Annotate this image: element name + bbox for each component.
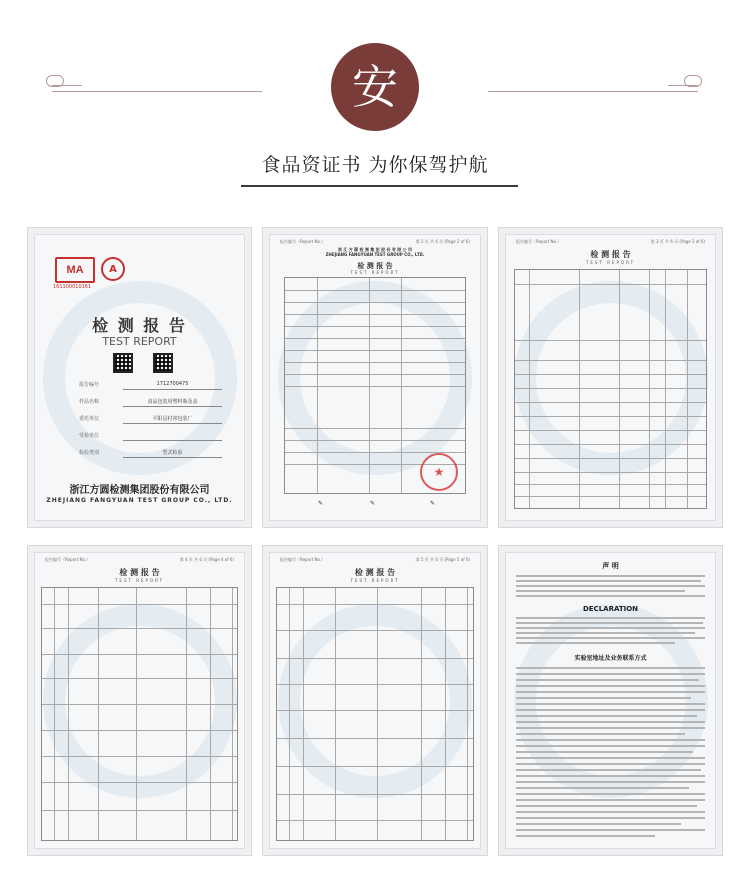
signature: ✎ [430, 500, 436, 507]
page-runner: 报告编号（Report No.） 第 4 页 共 6 页 (Page 4 of 6) [45, 557, 234, 562]
report-page-3-card [498, 227, 723, 528]
official-seal: ★ [420, 453, 458, 491]
cma-number: 161100010161 [53, 284, 92, 290]
field-test-type: 检验类别 型式检验 [79, 449, 222, 459]
cnas-logo: A [101, 257, 125, 281]
report-page-3 [505, 234, 716, 521]
field-inspected-unit: 受检单位 [79, 432, 222, 442]
qr-code-icon [113, 353, 133, 373]
results-table [514, 269, 707, 509]
page-title-cn: 检 测 报 告 [357, 262, 393, 270]
page-runner: 报告编号（Report No.） 第 3 页 共 6 页 (Page 3 of 6) [516, 239, 705, 244]
contact-title: 实验室地址及业务联系方式 [574, 655, 647, 662]
signature: ✎ [370, 500, 376, 507]
declaration-page [505, 552, 716, 849]
page-title-en: TEST REPORT [350, 578, 400, 583]
report-page-4-card [27, 545, 252, 856]
page-title-en: TEST REPORT [585, 260, 636, 265]
results-table [276, 587, 474, 841]
report-cover-page [34, 234, 245, 521]
report-page-5 [269, 552, 481, 849]
qr-code-icon [153, 353, 173, 373]
page-runner: 报告编号（Report No.） 第 5 页 共 6 页 (Page 5 of 6) [280, 557, 470, 562]
field-sample-name: 样品名称 食品包装用塑料瓶及盖 [79, 398, 222, 408]
field-client: 委托单位 平阳县村祁包装厂 [79, 415, 222, 425]
declaration-title-cn: 声 明 [602, 562, 619, 570]
declaration-title-en: DECLARATION [582, 605, 639, 613]
declaration-card [498, 545, 723, 856]
field-report-no: 报告编号 1712700475 [79, 381, 222, 391]
report-page-4 [34, 552, 245, 849]
page-title-cn: 检 测 报 告 [590, 250, 631, 259]
cover-title-cn: 检 测 报 告 [92, 316, 187, 335]
cma-logo: MA [55, 257, 95, 283]
report-page-2 [269, 234, 481, 521]
signature: ✎ [318, 500, 324, 507]
page-title-en: TEST REPORT [350, 270, 400, 275]
page-title-cn: 检 测 报 告 [354, 568, 396, 577]
badge-character: 安 [352, 60, 398, 114]
results-table [41, 587, 238, 841]
report-page-5-card [262, 545, 488, 856]
title-underline [241, 185, 518, 187]
page-runner: 报告编号（Report No.） 第 2 页 共 6 页 (Page 2 of 6) [280, 239, 470, 244]
page-title-cn: 检 测 报 告 [119, 568, 160, 577]
report-cover-card [27, 227, 252, 528]
page-title-en: TEST REPORT [114, 578, 165, 583]
cover-organization-en: ZHEJIANG FANGYUAN TEST GROUP CO., LTD. [46, 497, 233, 504]
watermark-logo [43, 281, 237, 475]
section-title: 食品资证书 为你保驾护航 [261, 154, 489, 176]
company-header: 浙 江 方 圆 检 测 集 团 股 份 有 限 公 司 ZHEJIANG FANGYUAN TEST GROUP CO., LTD. [325, 247, 425, 257]
safety-badge [331, 43, 419, 131]
report-page-2-card [262, 227, 488, 528]
cover-organization-cn: 浙江方圆检测集团股份有限公司 [69, 485, 210, 496]
cover-title-en: TEST REPORT [102, 335, 177, 348]
